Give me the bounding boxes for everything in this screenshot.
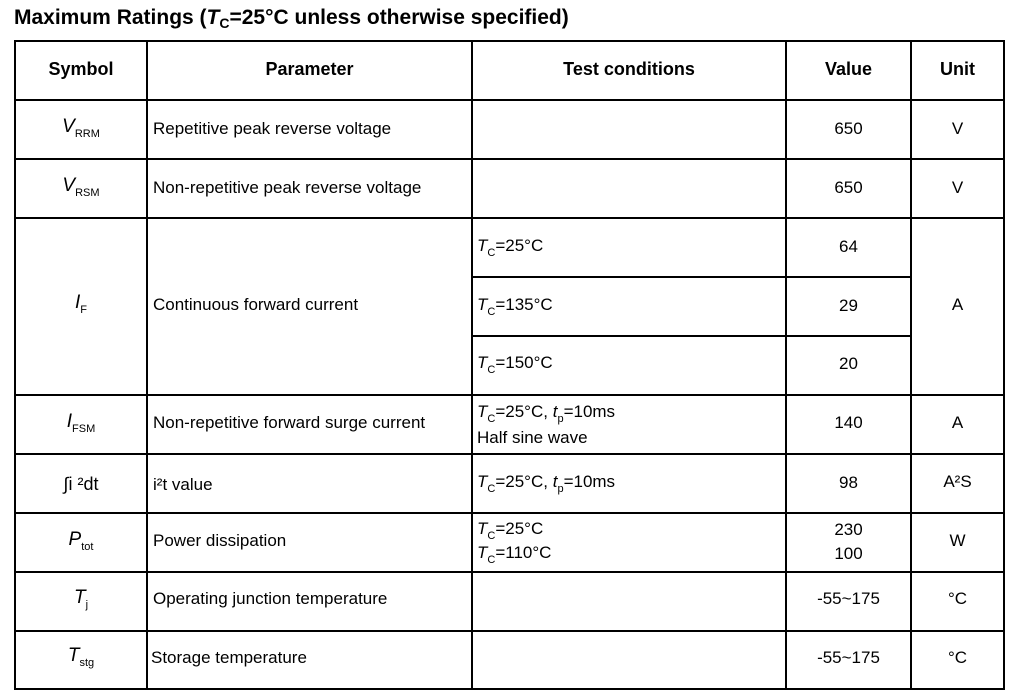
cond-rest: =135°C	[495, 295, 553, 314]
cond-rest-2: =10ms	[563, 402, 616, 421]
grid-line	[14, 99, 1005, 101]
table-title	[14, 6, 569, 30]
cond-rest: =150°C	[495, 353, 553, 372]
parameter-if: Continuous forward current	[153, 295, 359, 314]
symbol-sub: F	[80, 304, 87, 316]
grid-line	[14, 571, 1005, 573]
condition-ifsm-line1	[477, 400, 615, 426]
condition-ptot-line1	[477, 517, 543, 543]
title-sub: C	[219, 15, 230, 31]
cond-var: T	[477, 295, 488, 314]
symbol-sub: RRM	[74, 128, 100, 140]
cond-sub: C	[487, 554, 496, 566]
cond-var: T	[477, 519, 488, 538]
value-vrsm: 650	[834, 178, 863, 197]
value-ifsm: 140	[834, 413, 863, 432]
grid-line	[14, 512, 1005, 514]
value-tj: -55~175	[817, 589, 880, 608]
unit-i2t: A²S	[943, 472, 972, 491]
header-parameter: Parameter	[265, 59, 354, 79]
grid-line	[471, 40, 473, 690]
value-ptot-line2: 100	[834, 544, 863, 563]
value-if-135: 29	[839, 296, 858, 315]
parameter-ifsm: Non-repetitive forward surge current	[153, 413, 426, 432]
cond-sub: C	[487, 413, 496, 425]
symbol-ifsm	[16, 410, 146, 436]
symbol-vrrm	[16, 115, 146, 141]
cond-sub: C	[487, 306, 496, 318]
symbol-ptot	[16, 528, 146, 554]
unit-if: A	[951, 295, 964, 314]
grid-line	[14, 453, 1005, 455]
symbol-sub: j	[85, 599, 89, 611]
symbol-sub: stg	[79, 657, 95, 669]
cond-rest: =25°C	[495, 236, 544, 255]
cond-var: T	[477, 543, 488, 562]
grid-line	[14, 217, 1005, 219]
unit-ptot: W	[949, 531, 966, 550]
symbol-main: V	[62, 116, 75, 137]
grid-line	[14, 40, 1005, 42]
grid-line	[471, 276, 912, 278]
value-i2t: 98	[839, 473, 858, 492]
symbol-main: V	[62, 175, 76, 196]
value-if-25: 64	[839, 237, 858, 256]
grid-line	[1003, 40, 1005, 690]
parameter-tj: Operating junction temperature	[153, 589, 388, 608]
header-symbol: Symbol	[48, 59, 114, 79]
cond-var-tp: t	[552, 472, 558, 491]
header-value: Value	[824, 59, 873, 79]
symbol-sub: RSM	[75, 187, 100, 199]
grid-line	[14, 688, 1005, 690]
grid-line	[14, 630, 1005, 632]
value-ptot-line1: 230	[834, 520, 863, 539]
condition-ptot-line2	[477, 541, 551, 567]
condition-if-150	[477, 351, 553, 377]
symbol-tj	[16, 586, 146, 612]
title-prefix: Maximum Ratings (	[14, 6, 207, 29]
grid-line	[14, 158, 1005, 160]
title-var: T	[206, 6, 220, 29]
grid-line	[14, 394, 1005, 396]
symbol-if	[16, 291, 146, 317]
unit-tstg: °C	[947, 648, 968, 667]
cond-sub: C	[487, 247, 496, 259]
symbol-main: I	[66, 411, 73, 432]
cond-var-tp: t	[552, 402, 558, 421]
cond-rest: =25°C,	[495, 402, 553, 421]
cond-var: T	[477, 402, 488, 421]
symbol-sub: FSM	[72, 423, 96, 435]
cond-var: T	[477, 236, 488, 255]
condition-ifsm-line2: Half sine wave	[477, 428, 588, 447]
unit-vrsm: V	[951, 178, 964, 197]
symbol-main: T	[73, 587, 86, 608]
grid-line	[471, 335, 912, 337]
parameter-vrrm: Repetitive peak reverse voltage	[153, 119, 392, 138]
condition-i2t	[477, 470, 615, 496]
symbol-main: I	[74, 292, 81, 313]
cond-sub-p: p	[557, 413, 564, 425]
value-if-150: 20	[839, 354, 858, 373]
header-conditions: Test conditions	[563, 59, 695, 79]
value-tstg: -55~175	[817, 648, 880, 667]
parameter-i2t: i²t value	[153, 475, 213, 494]
cond-sub-p: p	[557, 483, 564, 495]
symbol-tstg	[16, 644, 146, 670]
cond-var: T	[477, 472, 488, 491]
grid-line	[146, 40, 148, 690]
header-unit: Unit	[940, 59, 975, 79]
symbol-sub: tot	[81, 541, 94, 553]
symbol-vrsm	[16, 174, 146, 200]
cond-var: T	[477, 353, 488, 372]
symbol-i2t: ∫i ²dt	[63, 474, 99, 494]
parameter-ptot: Power dissipation	[153, 531, 287, 550]
symbol-main: P	[68, 529, 82, 550]
cond-rest: =25°C,	[495, 472, 553, 491]
unit-ifsm: A	[951, 413, 964, 432]
parameter-tstg: Storage temperature	[151, 648, 307, 667]
cond-rest: =25°C	[495, 519, 544, 538]
condition-if-25	[477, 234, 543, 260]
cond-rest-2: =10ms	[563, 472, 616, 491]
title-suffix: =25°C unless otherwise specified)	[229, 6, 569, 29]
condition-if-135	[477, 293, 553, 319]
cond-sub: C	[487, 530, 496, 542]
unit-tj: °C	[947, 589, 968, 608]
symbol-main: T	[67, 645, 80, 666]
cond-sub: C	[487, 364, 496, 376]
value-vrrm: 650	[834, 119, 863, 138]
parameter-vrsm: Non-repetitive peak reverse voltage	[153, 178, 422, 197]
unit-vrrm: V	[951, 119, 964, 138]
cond-rest: =110°C	[495, 543, 552, 562]
cond-sub: C	[487, 483, 496, 495]
